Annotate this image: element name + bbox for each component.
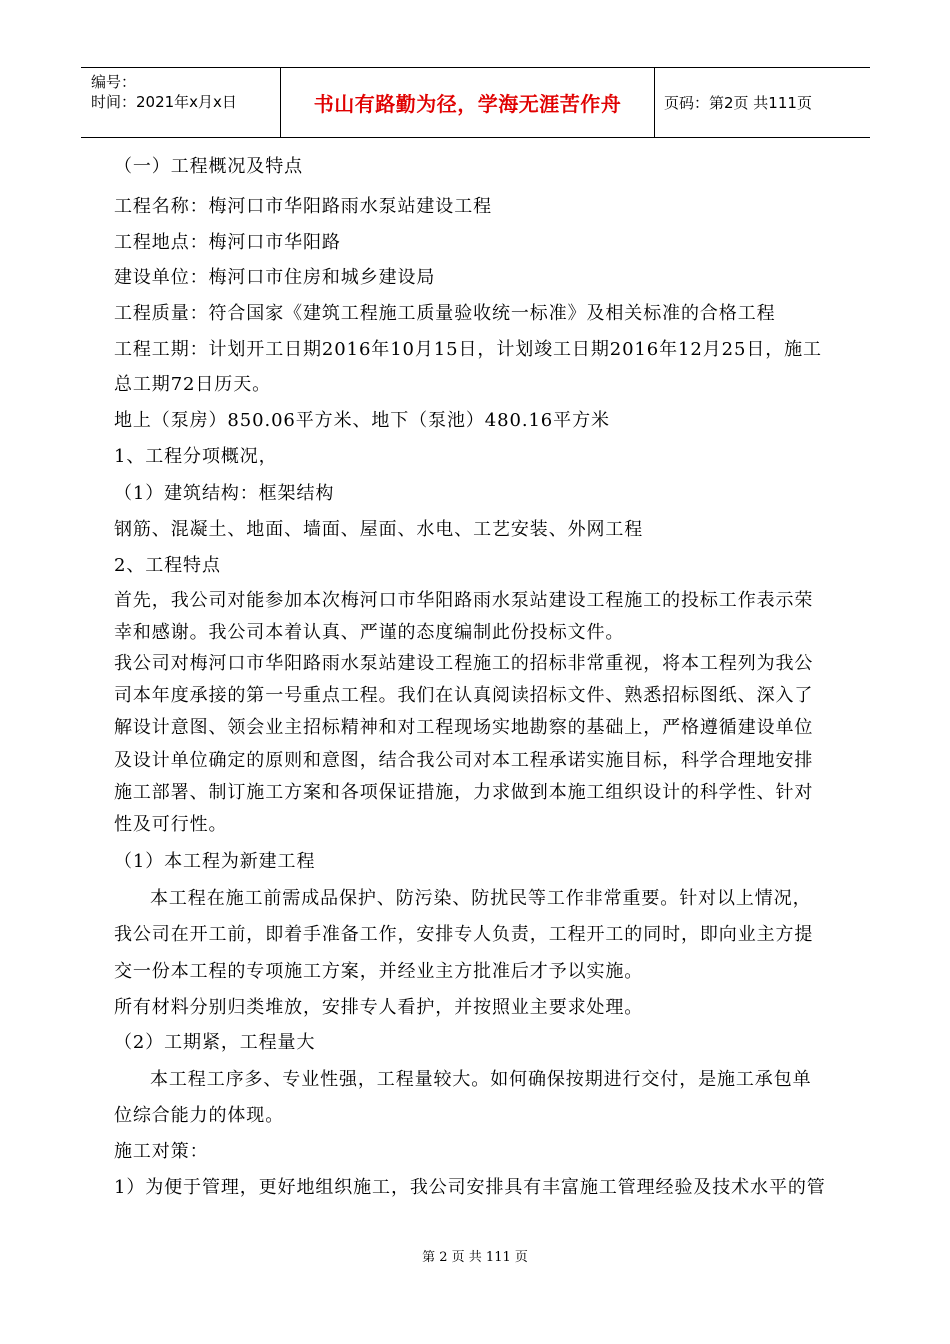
paragraph-line: 施工对策：	[114, 1141, 209, 1162]
paragraph-line: 司本年度承接的第一号重点工程。我们在认真阅读招标文件、熟悉招标图纸、深入了	[114, 685, 814, 706]
page-header	[81, 67, 870, 138]
work-items: 钢筋、混凝土、地面、墙面、屋面、水电、工艺安装、外网工程	[114, 519, 644, 540]
item-heading: （1）本工程为新建工程	[114, 851, 316, 872]
item-heading: （2）工期紧，工程量大	[114, 1032, 316, 1053]
paragraph-line: 性及可行性。	[114, 814, 228, 835]
paragraph-line: 我公司对梅河口市华阳路雨水泵站建设工程施工的招标非常重视，将本工程列为我公	[114, 653, 814, 674]
header-page-info: 页码：第2页 共111页	[664, 94, 812, 112]
project-schedule: 工程工期：计划开工日期2016年10月15日，计划竣工日期2016年12月25日，施工	[114, 339, 822, 360]
header-meta	[81, 68, 281, 137]
subsection-heading: 2、工程特点	[114, 555, 221, 576]
project-schedule-cont: 总工期72日历天。	[114, 374, 272, 395]
paragraph-line: 我公司在开工前，即着手准备工作，安排专人负责，工程开工的同时，即向业主方提	[114, 924, 814, 945]
paragraph-line: 本工程在施工前需成品保护、防污染、防扰民等工作非常重要。针对以上情况，	[150, 888, 812, 909]
project-quality: 工程质量：符合国家《建筑工程施工质量验收统一标准》及相关标准的合格工程	[114, 303, 776, 324]
structure-type: （1）建筑结构：框架结构	[114, 483, 335, 504]
header-motto: 书山有路勤为径，学海无涯苦作舟	[281, 68, 655, 137]
paragraph-line: 1）为便于管理，更好地组织施工，我公司安排具有丰富施工管理经验及技术水平的管	[114, 1177, 826, 1198]
paragraph-line: 幸和感谢。我公司本着认真、严谨的态度编制此份投标文件。	[114, 622, 625, 643]
paragraph-line: 及设计单位确定的原则和意图，结合我公司对本工程承诺实施目标，科学合理地安排	[114, 750, 814, 771]
project-area: 地上（泵房）850.06平方米、地下（泵池）480.16平方米	[114, 410, 610, 431]
paragraph-line: 所有材料分别归类堆放，安排专人看护，并按照业主要求处理。	[114, 997, 644, 1018]
section-heading: （一）工程概况及特点	[114, 156, 303, 177]
paragraph-line: 本工程工序多、专业性强，工程量较大。如何确保按期进行交付，是施工承包单	[150, 1069, 812, 1090]
subsection-heading: 1、工程分项概况，	[114, 446, 278, 467]
page-footer: 第 2 页 共 111 页	[422, 1250, 528, 1265]
paragraph-line: 交一份本工程的专项施工方案，并经业主方批准后才予以实施。	[114, 961, 644, 982]
document-date: 时间：2021年x月x日	[91, 93, 237, 111]
paragraph-line: 解设计意图、领会业主招标精神和对工程现场实地勘察的基础上，严格遵循建设单位	[114, 717, 814, 738]
project-location: 工程地点：梅河口市华阳路	[114, 232, 341, 253]
document-number-label: 编号：	[91, 73, 137, 91]
project-name: 工程名称：梅河口市华阳路雨水泵站建设工程	[114, 196, 492, 217]
paragraph-line: 位综合能力的体现。	[114, 1105, 285, 1126]
paragraph-line: 施工部署、制订施工方案和各项保证措施，力求做到本施工组织设计的科学性、针对	[114, 782, 814, 803]
paragraph-line: 首先，我公司对能参加本次梅河口市华阳路雨水泵站建设工程施工的投标工作表示荣	[114, 590, 814, 611]
construction-unit: 建设单位：梅河口市住房和城乡建设局	[114, 267, 436, 288]
